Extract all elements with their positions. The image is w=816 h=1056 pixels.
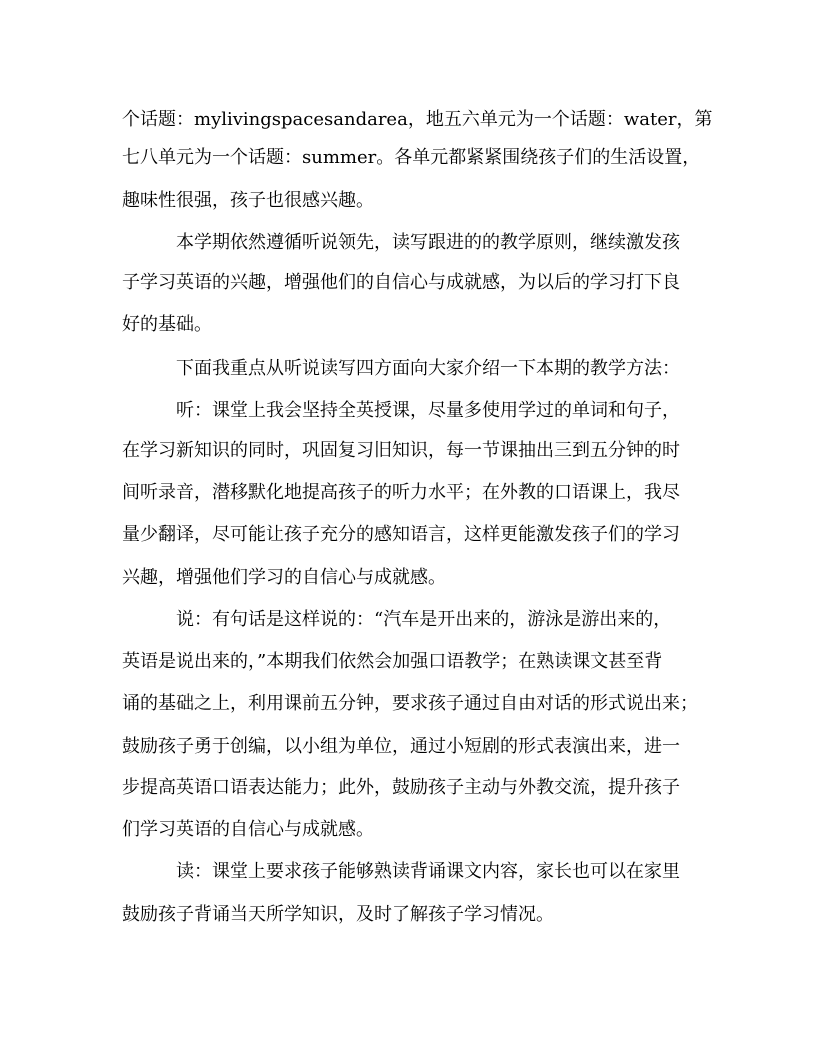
- text-line: 好的基础。: [122, 314, 212, 335]
- text-line: 间听录音，潜移默化地提高孩子的听力水平；在外教的口语课上，我尽: [122, 482, 680, 503]
- paragraph-first-line: 读：课堂上要求孩子能够熟读背诵课文内容，家长也可以在家里: [176, 861, 680, 882]
- text-line: 个话题：mylivingspacesandarea，地五六单元为一个话题：water，第: [122, 109, 713, 130]
- paragraph-first-line: 听：课堂上我会坚持全英授课，尽量多使用学过的单词和句子，: [176, 400, 680, 421]
- text-line: 们学习英语的自信心与成就感。: [122, 819, 374, 840]
- paragraph-first-line: 说：有句话是这样说的：“汽车是开出来的，游泳是游出来的，: [176, 609, 672, 630]
- text-line: 七八单元为一个话题：summer。各单元都紧紧围绕孩子们的生活设置，: [122, 147, 701, 168]
- text-line: 鼓励孩子勇于创编，以小组为单位，通过小短剧的形式表演出来，进一: [122, 736, 680, 757]
- text-line: 诵的基础之上，利用课前五分钟，要求孩子通过自由对话的形式说出来；: [122, 693, 698, 714]
- text-line: 子学习英语的兴趣，增强他们的自信心与成就感，为以后的学习打下良: [122, 272, 680, 293]
- paragraph-first-line: 下面我重点从听说读写四方面向大家介绍一下本期的教学方法：: [176, 358, 680, 379]
- text-line: 趣味性很强，孩子也很感兴趣。: [122, 190, 374, 211]
- text-line: 量少翻译，尽可能让孩子充分的感知语言，这样更能激发孩子们的学习: [122, 524, 680, 545]
- text-line: 兴趣，增强他们学习的自信心与成就感。: [122, 567, 446, 588]
- paragraph-first-line: 本学期依然遵循听说领先，读写跟进的的教学原则，继续激发孩: [176, 232, 680, 253]
- text-line: 英语是说出来的，”本期我们依然会加强口语教学；在熟读课文甚至背: [122, 651, 663, 672]
- text-line: 步提高英语口语表达能力；此外，鼓励孩子主动与外教交流，提升孩子: [122, 777, 680, 798]
- text-line: 鼓励孩子背诵当天所学知识，及时了解孩子学习情况。: [122, 904, 554, 925]
- text-line: 在学习新知识的同时，巩固复习旧知识，每一节课抽出三到五分钟的时: [122, 440, 680, 461]
